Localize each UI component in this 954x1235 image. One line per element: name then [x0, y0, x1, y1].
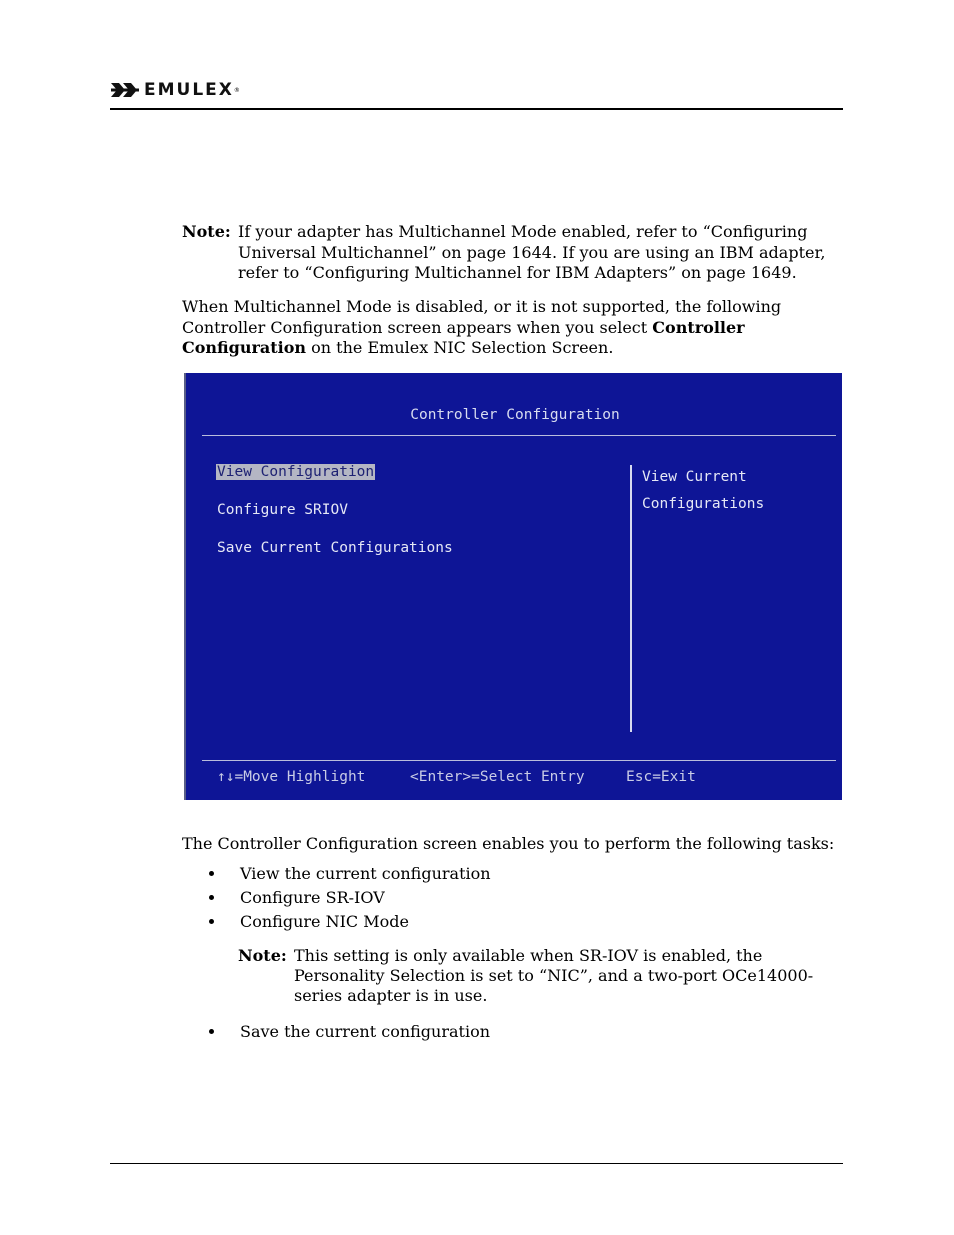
screen-edge [184, 373, 186, 800]
footer-divider [202, 760, 836, 761]
list-item: Configure SR-IOV [206, 886, 385, 908]
intro-bold-term: Controller Configuration [182, 317, 745, 357]
help-divider [630, 465, 632, 732]
menu-item-configure-sriov[interactable]: Configure SRIOV [217, 502, 348, 518]
header-rule [110, 108, 843, 110]
bullet-icon [209, 895, 214, 900]
bullet-icon [209, 1029, 214, 1034]
footer-move-highlight: ↑↓=Move Highlight [217, 769, 366, 785]
help-panel [642, 464, 764, 518]
note-text: If your adapter has Multichannel Mode enabled, refer to “Configuring Universal Multichannel” on page 1644. If you are using an IBM adapter, refer to “Configuring Multichannel for IBM Adapters” on page 1649. [238, 222, 826, 282]
intro-text-after: on the Emulex NIC Selection Screen. [306, 338, 614, 357]
footer-select-entry: <Enter>=Select Entry [410, 769, 585, 785]
title-divider [202, 435, 836, 436]
list-item: Configure NIC Mode [206, 910, 409, 932]
screen-title: Controller Configuration [410, 407, 620, 423]
bullet-icon [209, 919, 214, 924]
emulex-logo [110, 80, 240, 100]
bullet-icon [209, 871, 214, 876]
list-item: View the current configuration [206, 862, 491, 884]
intro-paragraph [182, 297, 842, 359]
emulex-logo-icon [110, 81, 140, 99]
intro-text-before: When Multichannel Mode is disabled, or it is not supported, the following Controller Configuration screen appears when you select [182, 297, 782, 337]
trademark-mark: ® [233, 86, 240, 94]
help-line-2: Configurations [642, 496, 765, 512]
note-label: Note: [182, 222, 231, 241]
menu-item-view-configuration[interactable]: View Configuration [217, 464, 375, 480]
note-text: This setting is only available when SR-IOV is enabled, the Personality Selection is set to “NIC”, and a two-port OCe14000-series adapter is in use. [294, 946, 814, 1005]
footer-rule [110, 1163, 843, 1164]
list-item: Save the current configuration [206, 1020, 490, 1042]
controller-configuration-screen [184, 373, 842, 800]
footer-exit: Esc=Exit [626, 769, 696, 785]
note-label: Note: [238, 946, 287, 965]
help-line-1: View Current [642, 469, 747, 485]
brand-name: EMULEX [144, 80, 234, 100]
tasks-intro: The Controller Configuration screen enables you to perform the following tasks: [182, 834, 835, 853]
menu-item-save-current-configurations[interactable]: Save Current Configurations [217, 540, 453, 556]
